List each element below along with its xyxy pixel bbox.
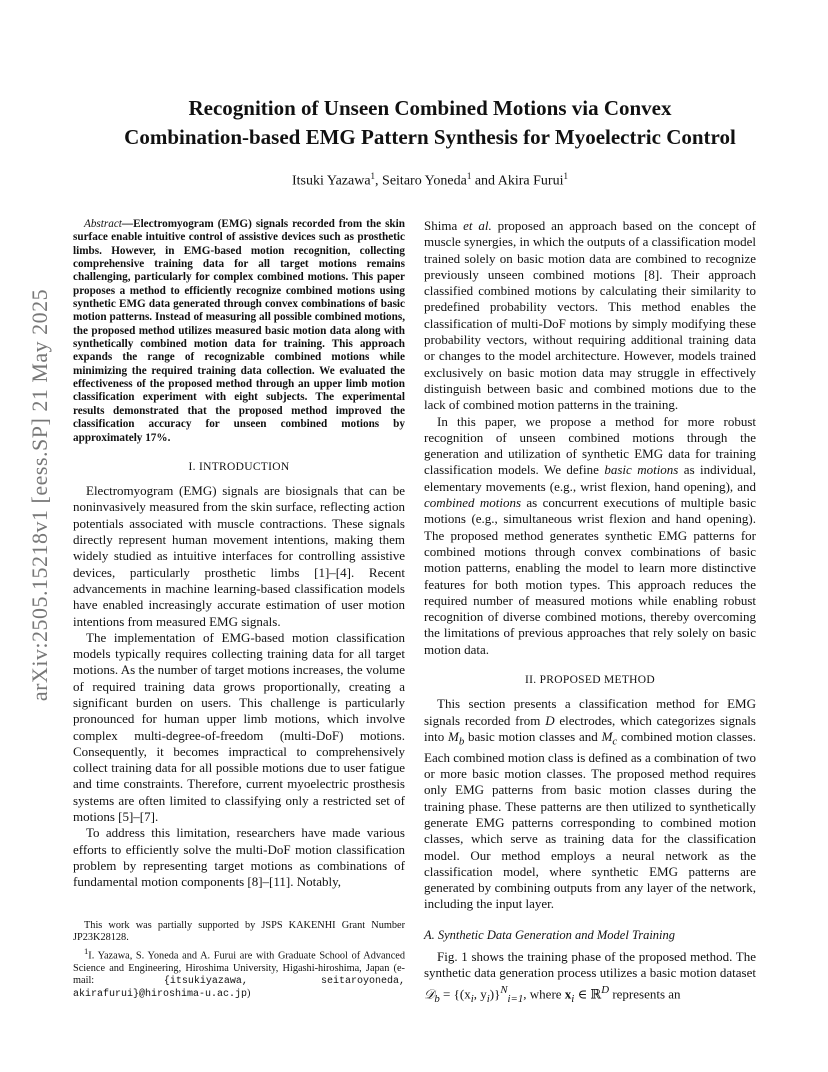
- intro-paragraph-2: The implementation of EMG-based motion classification models typically requires collecting training data for all target motions. As the number of target motions increases, the volume of required training data grows proportionally, creating a significant burden on users. This challenge is particularly pronounced for human upper limb motions, which involve complex multi-degree-of-freedom (multi-DoF) motions. Consequently, it becomes impractical to comprehensively collect training data for all possible motions due to user fatigue and time constraints. Therefore, current myoelectric prosthesis systems are often limited to classifying only a restricted set of motions [5]–[7].: [73, 629, 405, 825]
- term-combined-motions: combined motions: [424, 495, 522, 511]
- arxiv-identifier-text: arXiv:2505.15218v1 [eess.SP] 21 May 2025: [27, 288, 52, 702]
- subsection-heading: A. Synthetic Data Generation and Model Training: [424, 927, 676, 942]
- math-Mb: M: [448, 728, 459, 744]
- section-heading-proposed-method: II. PROPOSED METHOD: [525, 674, 655, 687]
- author-1: Itsuki Yazawa: [292, 173, 371, 189]
- text-run: represents an: [609, 985, 681, 1001]
- abstract-text: —Electromyogram (EMG) signals recorded from the skin surface enable intuitive control of assistive devices such as prosthetic limbs. However, in EMG-based motion recognition, collecting comprehensive training data for all target motions remains challenging, particularly for complex combined motions. This paper proposes a method to efficiently recognize combined motions using synthetic EMG data generated through convex combinations of basic motion patterns. Instead of measuring all possible combined motions, the proposed method utilizes measured basic motion data along with synthetically combined motion data for training. This approach expands the range of recognizable combined motions while minimizing the required training data collection. We evaluated the effectiveness of the proposed method through an upper limb motion classification experiment with eight subjects. The experimental results demonstrated that the proposed method improved the classification accuracy for unseen combined motions by approximately 17%.: [73, 218, 405, 444]
- math-sup: D: [601, 983, 610, 996]
- funding-footnote: This work was partially supported by JSPS KAKENHI Grant Number JP23K28128.: [73, 920, 405, 944]
- section-heading-introduction: I. INTRODUCTION: [188, 460, 290, 473]
- math-run: , y: [473, 985, 487, 1001]
- text-run: combined motion classes. Each combined motion class is defined as a combination of two or more basic motion classes. The proposed method requires only EMG patterns from basic motion classes during the training phase. These patterns are then utilized to synthetically generate EMG patterns corresponding to combined motion classes, which serve as training data for the classification model. Our method employs a neural network as the classification model, where synthetic EMG patterns are generated by combining outputs from any layer of the network, including the input layer.: [424, 728, 756, 912]
- affiliation-footnote: [73, 945, 405, 1002]
- math-run: = {(x: [439, 985, 471, 1001]
- text-run: Fig. 1 shows the training phase of the proposed method. The synthetic data generation process utilizes a basic motion dataset: [424, 949, 756, 981]
- math-sup: N: [500, 983, 508, 996]
- paper-title: [70, 94, 790, 152]
- math-x: x: [564, 985, 572, 1001]
- text-run: basic motion classes and: [464, 728, 602, 744]
- text-run: as individual, elementary movements (e.g., wrist flexion, hand opening), and: [424, 462, 757, 494]
- term-basic-motions: basic motions: [604, 462, 679, 478]
- abstract: [73, 218, 405, 445]
- math-sub: i: [470, 992, 474, 1005]
- text-run: This section presents a classification method for EMG signals recorded from: [424, 696, 756, 728]
- math-sub: b: [458, 735, 465, 748]
- affiliation-mark: 1: [563, 171, 568, 181]
- right-column: [424, 218, 756, 1007]
- math-sub: i=1: [507, 992, 524, 1005]
- title-line-1: Recognition of Unseen Combined Motions via Convex: [188, 96, 672, 120]
- math-run: )}: [489, 985, 501, 1001]
- arxiv-identifier-stamp: [16, 290, 64, 700]
- footnotes: [73, 920, 405, 1002]
- intro-paragraph-3: To address this limitation, researchers have made various efforts to efficiently solve the multi-DoF motion classification problem by representing target motions as combinations of fundamental motion components [8]–[11]. Notably,: [73, 825, 405, 890]
- math-dataset: 𝒟: [424, 985, 435, 1001]
- math-D: D: [545, 712, 555, 728]
- author-3: and Akira Furui: [471, 173, 564, 189]
- email-addresses: {itsukiyazawa, seitaroyoneda, akirafurui}@hiroshima-u.ac.jp: [73, 976, 405, 1001]
- math-sub: b: [434, 992, 440, 1005]
- affiliation-mark: 1: [370, 171, 376, 181]
- text-run: In this paper, we propose a method for more robust recognition of unseen combined motions through the generation and utilization of synthetic EMG data for training classification models. We define: [424, 413, 756, 478]
- author-list: [70, 171, 790, 190]
- math-Mc: M: [601, 728, 613, 744]
- abstract-label: Abstract: [84, 218, 122, 230]
- math-run: ∈ ℝ: [574, 985, 602, 1001]
- title-line-2: Combination-based EMG Pattern Synthesis for Myoelectric Control: [124, 125, 736, 149]
- text-run: Shima: [424, 218, 464, 233]
- method-paragraph-1: [424, 696, 756, 912]
- left-column: [73, 218, 405, 891]
- intro-paragraph-1: Electromyogram (EMG) signals are biosignals that can be noninvasively measured from the skin surface, reflecting action potentials associated with muscle contractions. These signals directly represent human movement intentions, making them widely studied as intuitive interfaces for controlling assistive devices, particularly prosthetic limbs [1]–[4]. Recent advancements in machine learning-based classification models have enabled increasingly accurate estimation of user motion intentions from measured EMG signals.: [73, 483, 405, 629]
- affiliation-end: ): [247, 988, 251, 1000]
- affiliation-mark: 1: [466, 171, 472, 181]
- footnote-mark: 1: [84, 945, 89, 956]
- text-run: electrodes, which categorizes signals into: [424, 712, 756, 744]
- text-run: , where: [523, 985, 565, 1001]
- intro-paragraph-4: [424, 218, 756, 414]
- affiliation-text: I. Yazawa, S. Yoneda and A. Furui are with Graduate School of Advanced Science and Engineering, Hiroshima University, Higashi-hiroshima, Japan (e-mail:: [73, 950, 405, 987]
- et-al-italic: et al.: [463, 218, 492, 233]
- intro-paragraph-5: [424, 414, 756, 658]
- math-sub: i: [571, 992, 575, 1005]
- author-2: , Seitaro Yoneda: [375, 173, 467, 189]
- math-sub: c: [612, 735, 618, 748]
- method-paragraph-2: [424, 949, 756, 1007]
- math-sub: i: [486, 992, 490, 1005]
- text-run: proposed an approach based on the concept of muscle synergies, in which the outputs of a classification model trained solely on basic motion data are combined to recognize previously unseen combined motions [8]. Their approach classified combined motions by calculating their similarity to predefined probability vectors. This method enables the classification of multi-DoF motions by simply modifying these probability vectors, without requiring additional training data or changes to the model architecture. However, models trained exclusively on basic motion data may struggle in effectively distinguish between basic and combined motions due to the lack of combined motion patterns in the training.: [424, 218, 756, 413]
- text-run: as concurrent executions of multiple basic motions (e.g., simultaneous wrist flexion and hand opening). The proposed method generates synthetic EMG patterns for combined motions through convex combinations of basic motion patterns, enabling the model to learn more distinctive features for both motion types. This approach reduces the required number of measured motions while enabling robust recognition of diverse combined motions, thereby overcoming the limitations of previous approaches that rely solely on basic motion data.: [424, 495, 756, 657]
